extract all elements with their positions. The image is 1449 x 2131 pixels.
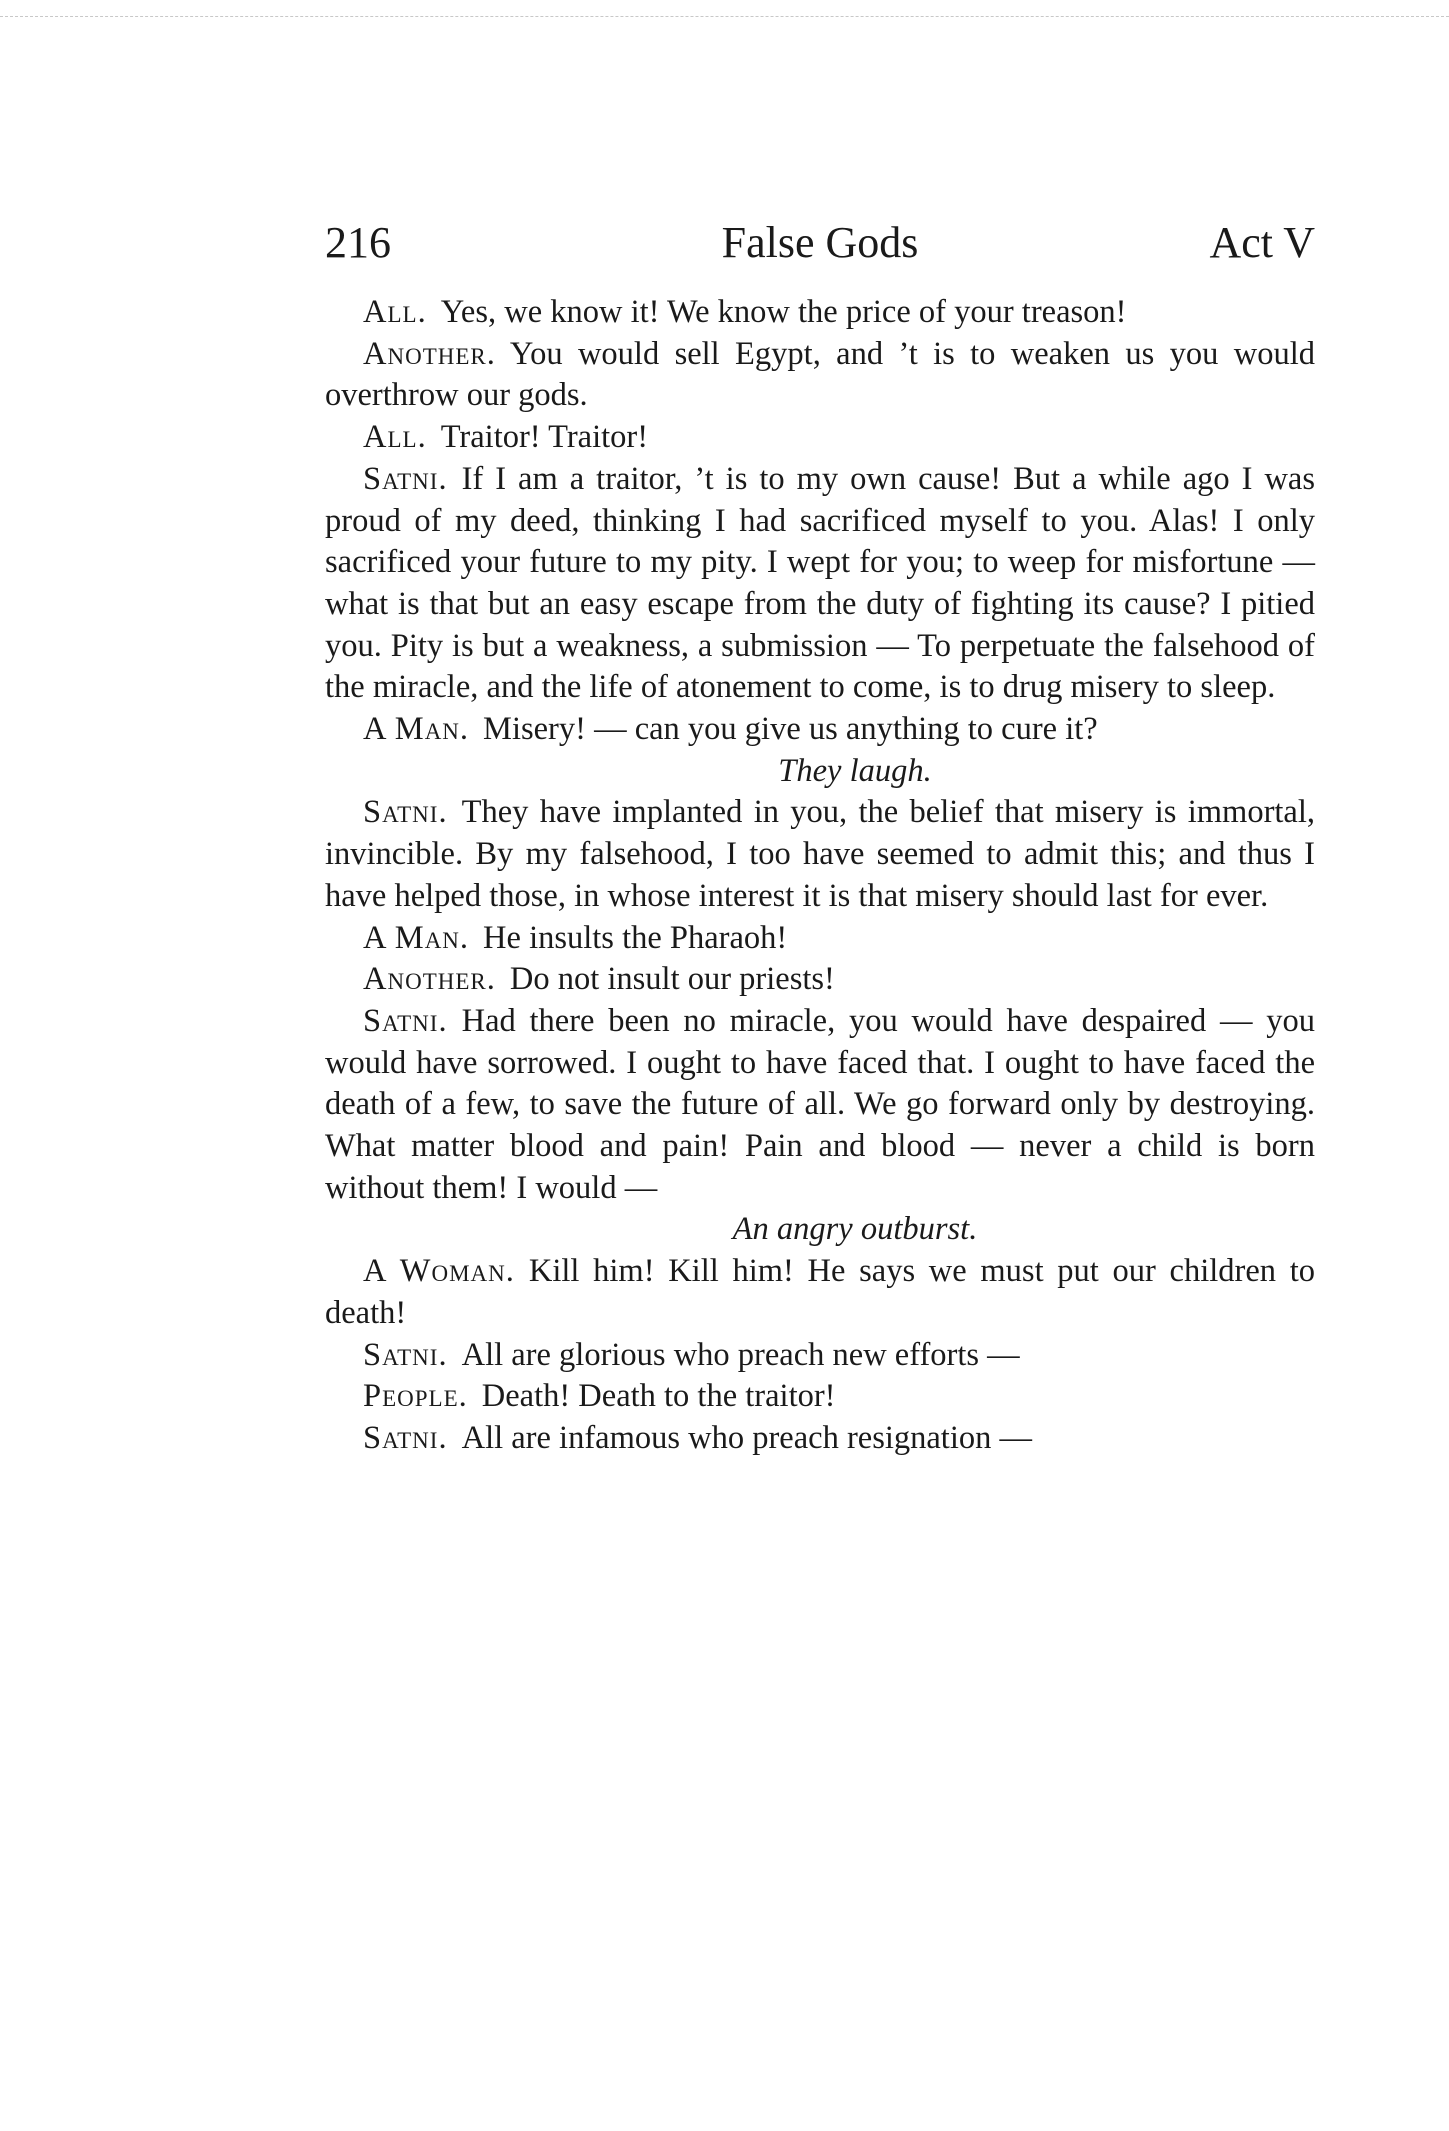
scan-edge-line	[0, 16, 1449, 17]
speech-text: If I am a traitor, ’t is to my own cause! But a while ago I was proud of my deed, thinking I had sacrificed myself to you. Alas! I only sacrificed your future to my pity. I wept for you; to weep for misfortune — what is that but an easy escape from the duty of fighting its cause? I pitied you. Pity is but a weakness, a submission — To perpetuate the falsehood of the miracle, and the life of atonement to come, is to drug misery to sleep.	[325, 460, 1315, 706]
speech-paragraph	[325, 334, 1315, 417]
speech-paragraph	[325, 959, 1315, 1001]
speech-paragraph	[325, 1335, 1315, 1377]
stage-direction: An angry outburst.	[732, 1211, 978, 1248]
speaker-name: All.	[363, 419, 427, 456]
speaker-name: Satni.	[363, 1419, 448, 1456]
speaker-name: Satni.	[363, 1002, 448, 1039]
speech-text: Kill him! Kill him! He says we must put our children to death!	[325, 1253, 1316, 1331]
speech-paragraph	[325, 1001, 1315, 1210]
speech-paragraph	[325, 292, 1315, 334]
book-page	[325, 208, 1315, 1460]
play-text	[325, 292, 1315, 1460]
speaker-name: Satni.	[363, 794, 448, 831]
speaker-name: A Woman.	[363, 1253, 515, 1290]
speaker-name: Another.	[363, 335, 496, 372]
speech-paragraph	[325, 1376, 1315, 1418]
speech-text: Misery! — can you give us anything to cure it?	[483, 711, 1098, 748]
act-label: Act V	[1209, 218, 1315, 267]
speaker-name: People.	[363, 1378, 468, 1415]
speech-text: They have implanted in you, the belief that misery is immortal, invincible. By my falsehood, I too have seemed to admit this; and thus I have helped those, in whose interest it is that misery should last for ever.	[325, 794, 1315, 914]
speech-text: Had there been no miracle, you would have despaired — you would have sorrowed. I ought to have faced that. I ought to have faced the death of a few, to save the future of all. We go forward only by destroying. What matter blood and pain! Pain and blood — never a child is born without them! I would —	[325, 1002, 1315, 1206]
speech-paragraph	[325, 918, 1315, 960]
speech-text: Do not insult our priests!	[509, 961, 835, 998]
speech-paragraph	[325, 1251, 1315, 1334]
speech-paragraph	[325, 709, 1315, 751]
speaker-name: Another.	[363, 961, 496, 998]
stage-direction: They laugh.	[778, 752, 932, 789]
speaker-name: Satni.	[363, 460, 448, 497]
speaker-name: Satni.	[363, 1336, 448, 1373]
speaker-name: All.	[363, 294, 427, 330]
book-title: False Gods	[721, 218, 919, 267]
speech-text: He insults the Pharaoh!	[483, 919, 788, 956]
speech-text: All are infamous who preach resignation —	[461, 1419, 1032, 1456]
speech-text: Traitor! Traitor!	[440, 419, 649, 456]
speech-paragraph	[325, 792, 1315, 917]
speech-paragraph	[325, 1418, 1315, 1460]
speech-text: All are glorious who preach new efforts —	[461, 1336, 1020, 1373]
speech-paragraph	[325, 459, 1315, 709]
speaker-name: A Man.	[363, 919, 470, 956]
speech-text: Yes, we know it! We know the price of your treason!	[440, 294, 1127, 330]
speech-text: You would sell Egypt, and ’t is to weaken us you would overthrow our gods.	[325, 335, 1315, 414]
page-number: 216	[325, 218, 391, 267]
running-head	[325, 208, 1315, 278]
speaker-name: A Man.	[363, 711, 470, 748]
speech-paragraph	[325, 417, 1315, 459]
speech-text: Death! Death to the traitor!	[481, 1378, 836, 1415]
